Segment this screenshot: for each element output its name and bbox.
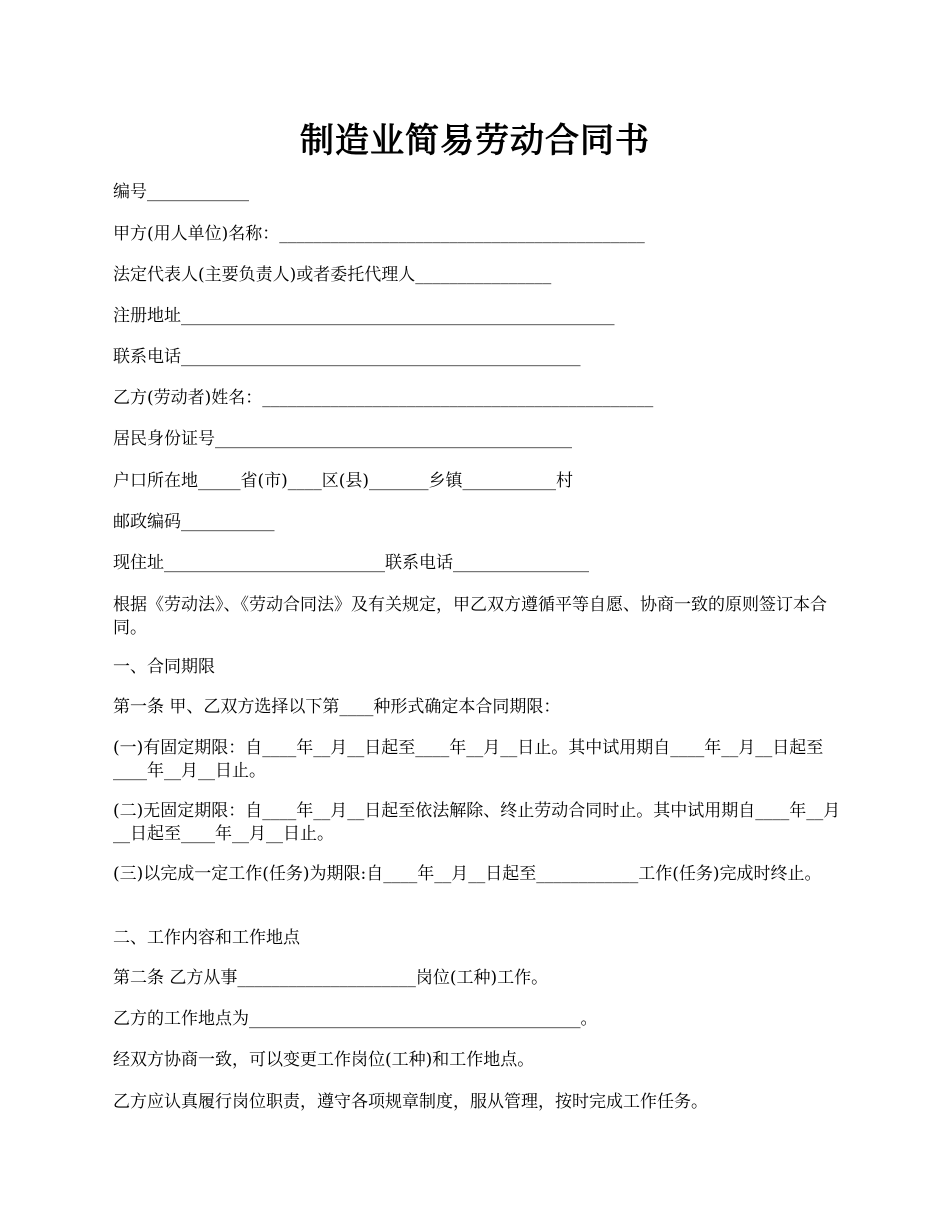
duty-clause: 乙方应认真履行岗位职责，遵守各项规章制度，服从管理，按时完成工作任务。 xyxy=(113,1092,708,1112)
article-1: 第一条 甲、乙双方选择以下第____种形式确定本合同期限： xyxy=(113,697,561,717)
option-task-term: (三)以完成一定工作(任务)为期限:自____年__月__日起至____________工作(任务)完成时终止。 xyxy=(113,864,822,884)
current-address-field: 现住址__________________________联系电话________________ xyxy=(113,553,589,573)
employee-name-field: 乙方(劳动者)姓名：______________________________________________ xyxy=(113,388,654,408)
contract-number-field: 编号____________ xyxy=(113,182,249,202)
option-open-term: (二)无固定期限：自____年__月__日起至依法解除、终止劳动合同时止。其中试用期自____年__月__日起至____年__月__日止。 xyxy=(113,801,841,844)
employer-phone-field: 联系电话_______________________________________________ xyxy=(113,347,581,367)
legal-representative-field: 法定代表人(主要负责人)或者委托代理人________________ xyxy=(113,265,552,285)
section-heading-term: 一、合同期限 xyxy=(113,657,215,677)
postal-code-field: 邮政编码___________ xyxy=(113,512,275,532)
id-number-field: 居民身份证号__________________________________________ xyxy=(113,429,572,449)
option-fixed-term: (一)有固定期限：自____年__月__日起至____年__月__日止。其中试用期自____年__月__日起至____年__月__日止。 xyxy=(113,738,824,781)
registered-address-field: 注册地址___________________________________________________ xyxy=(113,306,615,326)
document-title: 制造业简易劳动合同书 xyxy=(300,121,650,161)
section-heading-work: 二、工作内容和工作地点 xyxy=(113,928,300,948)
workplace-field: 乙方的工作地点为_______________________________________。 xyxy=(113,1009,598,1029)
household-registration-field: 户口所在地_____省(市)____区(县)_______乡镇___________村 xyxy=(113,471,574,491)
article-2: 第二条 乙方从事_____________________岗位(工种)工作。 xyxy=(113,968,549,988)
change-clause: 经双方协商一致，可以变更工作岗位(工种)和工作地点。 xyxy=(113,1050,535,1070)
intro-paragraph: 根据《劳动法》、《劳动合同法》及有关规定，甲乙双方遵循平等自愿、协商一致的原则签订本合同。 xyxy=(113,595,827,638)
employer-name-field: 甲方(用人单位)名称：___________________________________________ xyxy=(113,224,645,244)
